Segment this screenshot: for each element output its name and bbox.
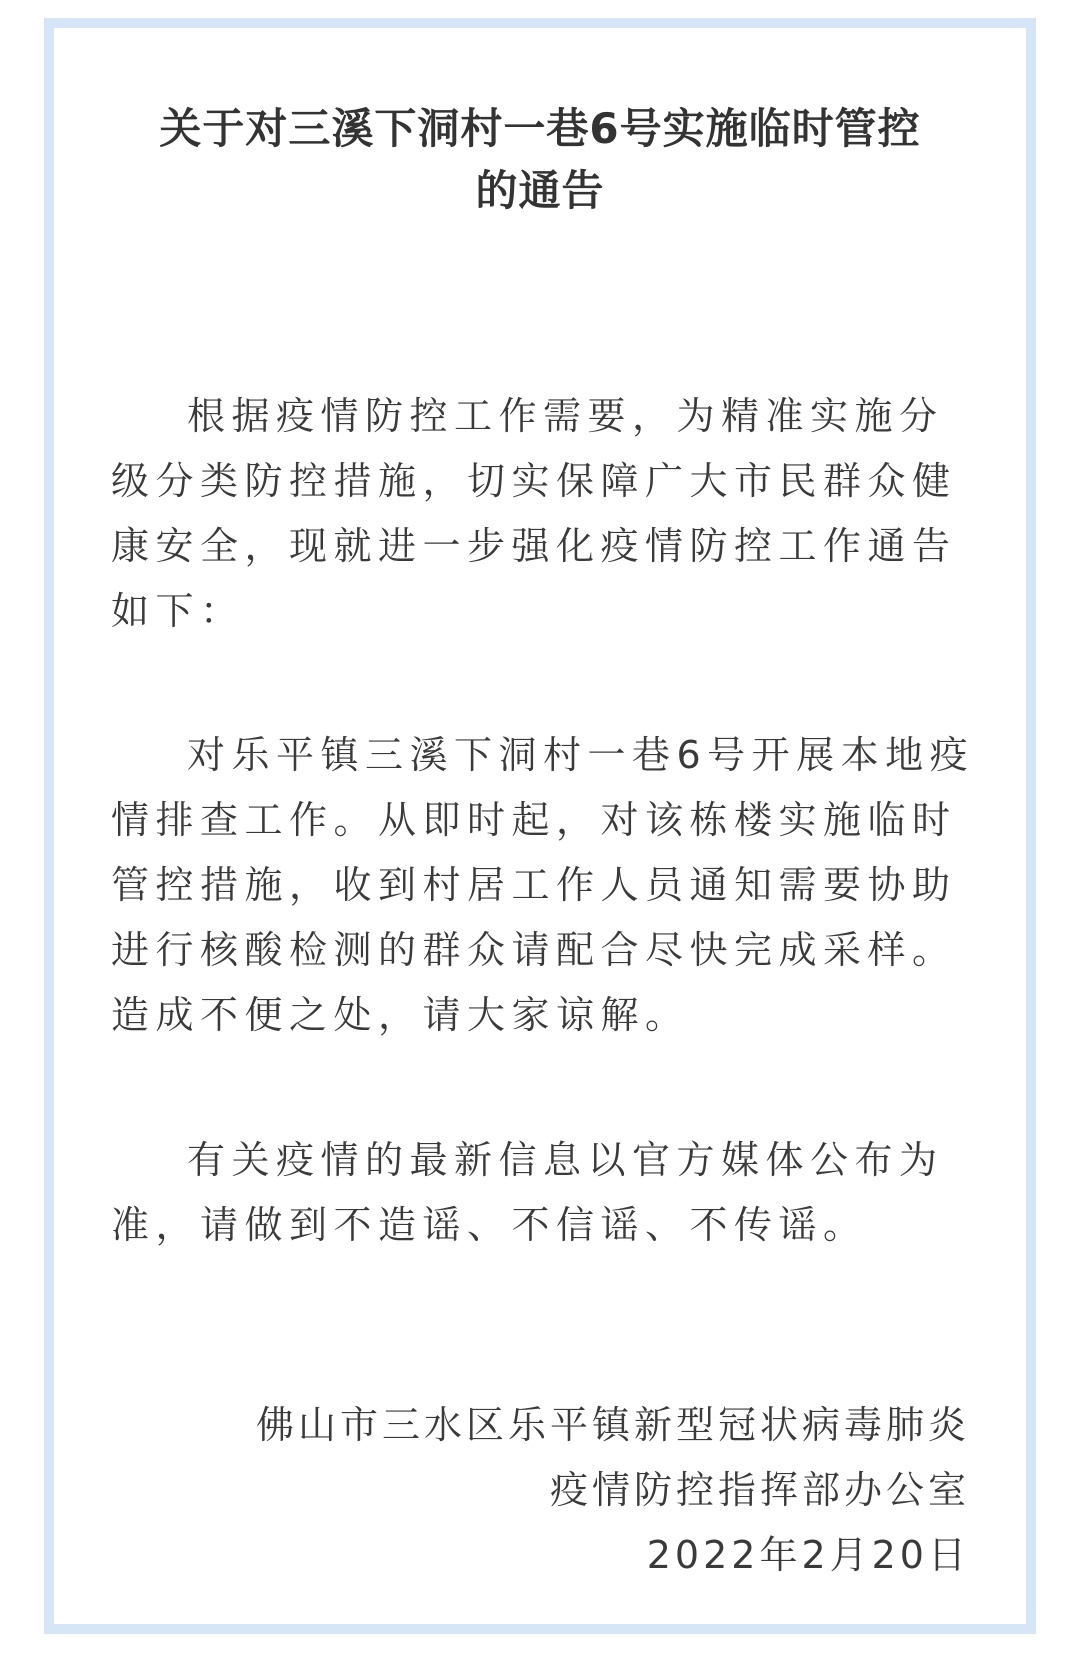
signature-org: 佛山市三水区乐平镇新型冠状病毒肺炎 — [255, 1403, 970, 1447]
paragraph-line: 如下： — [111, 589, 245, 633]
paragraph-line: 有关疫情的最新信息以官方媒体公布为 — [187, 1138, 944, 1182]
paragraph-measures — [111, 723, 973, 1048]
paragraph-line: 造成不便之处，请大家谅解。 — [111, 993, 690, 1037]
paragraph-line: 根据疫情防控工作需要，为精准实施分 — [187, 394, 944, 438]
paragraph-line: 对乐平镇三溪下洞村一巷6号开展本地疫 — [187, 733, 975, 777]
signature-block — [256, 1393, 970, 1588]
paragraph-line: 准，请做到不造谣、不信谣、不传谣。 — [111, 1203, 868, 1247]
title-line: 的通告 — [475, 166, 605, 215]
paragraph-line: 管控措施，收到村居工作人员通知需要协助 — [111, 863, 957, 907]
paragraph-line: 级分类防控措施，切实保障广大市民群众健 — [111, 459, 957, 503]
notice-frame — [44, 18, 1036, 1634]
notice-title — [54, 98, 1026, 222]
paragraph-official-info — [111, 1128, 973, 1258]
paragraph-basis — [111, 384, 973, 644]
paragraph-line: 情排查工作。从即时起，对该栋楼实施临时 — [111, 798, 957, 842]
paragraph-line: 康安全，现就进一步强化疫情防控工作通告 — [111, 524, 957, 568]
paragraph-line: 进行核酸检测的群众请配合尽快完成采样。 — [111, 928, 957, 972]
signature-date: 2022年2月20日 — [646, 1533, 970, 1577]
signature-org: 疫情防控指挥部办公室 — [549, 1468, 970, 1512]
title-line: 关于对三溪下洞村一巷6号实施临时管控 — [159, 104, 921, 153]
